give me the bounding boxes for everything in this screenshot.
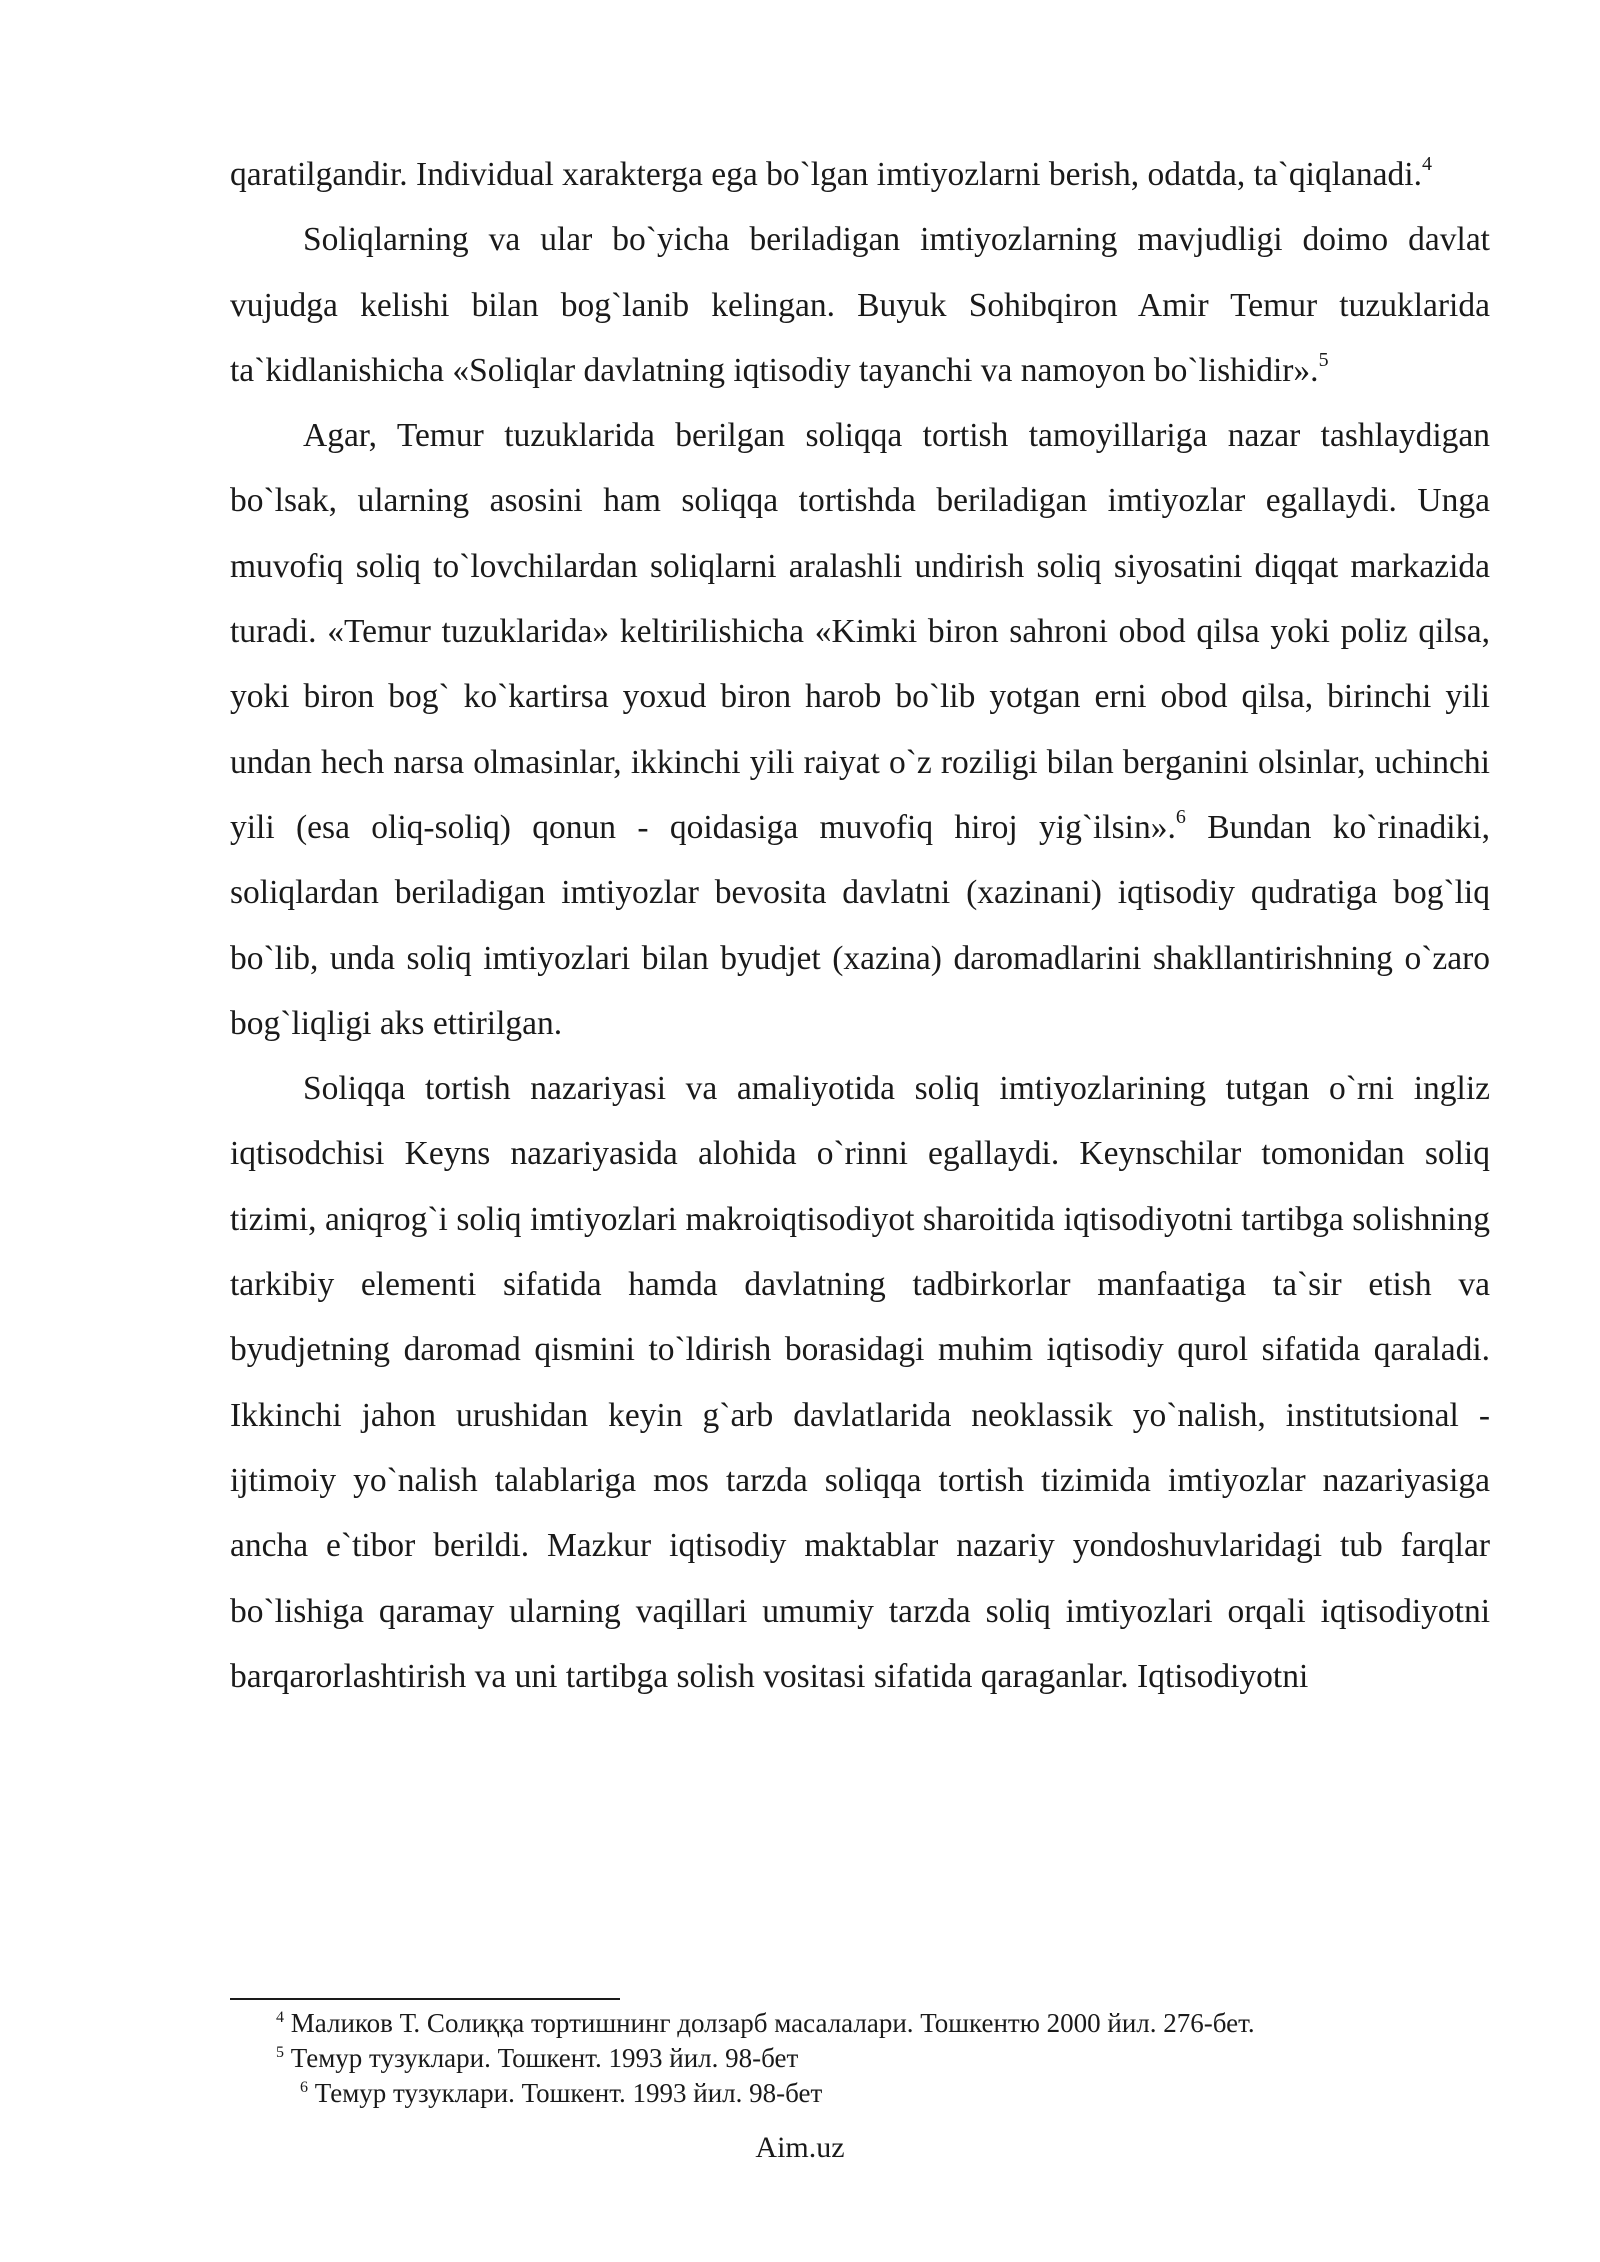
footnotes-section xyxy=(230,1998,1490,2111)
paragraph-text: Soliqlarning va ular bo`yicha beriladigan imtiyozlarning mavjudligi doimo davlat vujudga kelishi bilan bog`lanib kelingan. Buyuk Sohibqiron Amir Temur tuzuklarida ta`kidlanishicha «Soliqlar davlatning iqtisodiy tayanchi va namoyon bo`lishidir». xyxy=(230,221,1490,389)
footnote-ref-6[interactable]: 6 xyxy=(1175,805,1186,828)
footnote-number: 5 xyxy=(276,2044,284,2061)
footnote-text: Темур тузуклари. Тошкент. 1993 йил. 98-бет xyxy=(314,2078,823,2108)
footnote-text: Темур тузуклари. Тошкент. 1993 йил. 98-бет xyxy=(290,2043,799,2073)
footnote-ref-5[interactable]: 5 xyxy=(1318,348,1329,371)
paragraph-2 xyxy=(230,207,1490,403)
paragraph-1 xyxy=(230,142,1490,207)
footnote-5 xyxy=(230,2041,1490,2076)
paragraph-text: Agar, Temur tuzuklarida berilgan soliqqa tortish tamoyillariga nazar tashlaydigan bo`lsak, ularning asosini ham soliqqa tortishda beriladigan imtiyozlar egallaydi. Unga muvofiq soliq to`lovchilardan soliqlarni aralashli undirish soliq siyosatini diqqat markazida turadi. «Temur tuzuklarida» keltirilishicha «Kimki biron sahroni obod qilsa yoki poliz qilsa, yoki biron bog` ko`kartirsa yoxud biron harob bo`lib yotgan erni obod qilsa, birinchi yili undan hech narsa olmasinlar, ikkinchi yili raiyat o`z roziligi bilan berganini olsinlar, uchinchi yili (esa oliq-soliq) qonun - qoidasiga muvofiq hiroj yig`ilsin». xyxy=(230,417,1490,846)
paragraph-text: Soliqqa tortish nazariyasi va amaliyotida soliq imtiyozlarining tutgan o`rni ingliz iqtisodchisi Keyns nazariyasida alohida o`rinni egallaydi. Keynschilar tomonidan soliq tizimi, aniqrog`i soliq imtiyozlari makroiqtisodiyot sharoitida iqtisodiyotni tartibga solishning tarkibiy elementi sifatida hamda davlatning tadbirkorlar manfaatiga ta`sir etish va byudjetning daromad qismini to`ldirish borasidagi muhim iqtisodiy qurol sifatida qaraladi. Ikkinchi jahon urushidan keyin g`arb davlatlarida neoklassik yo`nalish, institutsional - ijtimoiy yo`nalish talablariga mos tarzda soliqqa tortish tizimida imtiyozlar nazariyasiga ancha e`tibor berildi. Mazkur iqtisodiy maktablar nazariy yondoshuvlaridagi tub farqlar bo`lishiga qaramay ularning vaqillari umumiy tarzda soliq imtiyozlari orqali iqtisodiyotni barqarorlashtirish va uni tartibga solish vositasi sifatida qaraganlar. Iqtisodiyotni xyxy=(230,1070,1490,1695)
footnote-text: Маликов Т. Солиққа тортишнинг долзарб масалалари. Тошкентю 2000 йил. 276-бет. xyxy=(290,2008,1255,2038)
paragraph-text-continued: Bundan ko`rinadiki, soliqlardan beriladigan imtiyozlar bevosita davlatni (xazinani) iqtisodiy qudratiga bog`liq bo`lib, unda soliq imtiyozlari bilan byudjet (xazina) daromadlarini shakllantirishning o`zaro bog`liqligi aks ettirilgan. xyxy=(230,808,1490,1042)
footnote-6 xyxy=(230,2076,1490,2111)
page-footer-site: Aim.uz xyxy=(755,2131,845,2164)
footnote-number: 6 xyxy=(300,2079,308,2096)
footnote-4 xyxy=(230,2006,1490,2041)
paragraph-text: qaratilgandir. Individual xarakterga ega bo`lgan imtiyozlarni berish, odatda, ta`qiqlanadi. xyxy=(230,156,1422,193)
footnote-ref-4[interactable]: 4 xyxy=(1421,153,1432,175)
paragraph-3 xyxy=(230,403,1490,1056)
footnote-separator xyxy=(230,1998,620,2000)
paragraph-4 xyxy=(230,1056,1490,1709)
document-body xyxy=(230,142,1490,1709)
footnote-number: 4 xyxy=(276,2009,284,2026)
